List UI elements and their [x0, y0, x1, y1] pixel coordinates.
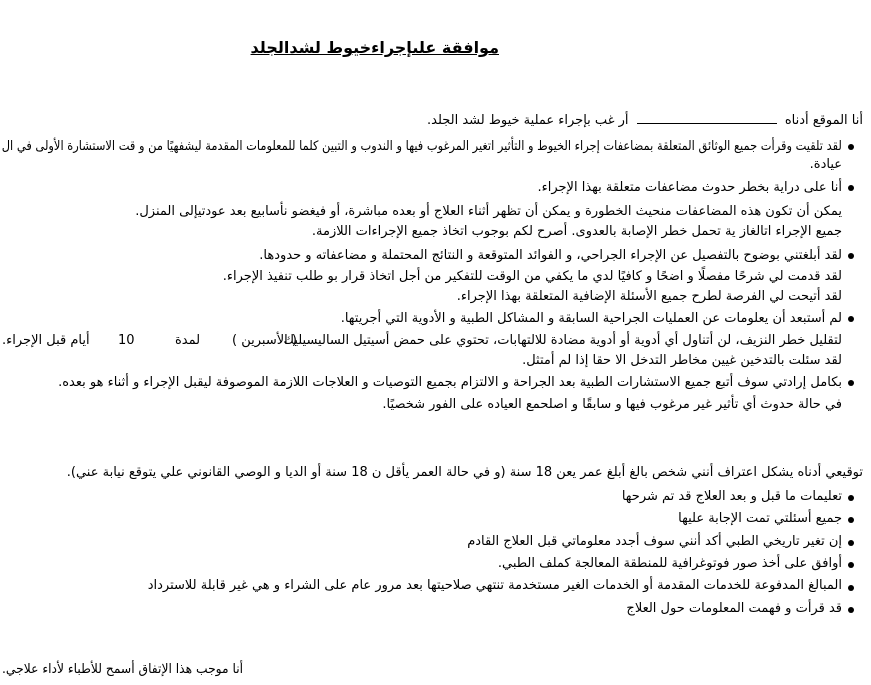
bullet: [848, 144, 854, 150]
checklist-item: إن تغير تاريخي الطبي أكد أنني سوف أجدد معلوماتي قبل العلاج القادم: [467, 534, 842, 549]
consent-intro-part2: أر غب بإجراء عملية خيوط لشد الجلد.: [426, 113, 629, 128]
bullet: [848, 540, 854, 546]
section-3-line-3: لقد أتيحت لي الفرصة لطرح جميع الأسئلة الإضافية المتعلقة بهذا الإجراء.: [456, 289, 842, 304]
checklist-item: قد قرأت و فهمت المعلومات حول العلاج: [626, 601, 842, 616]
section-2-line-3: جميع الإجراء اتالغاز ية تحمل خطر الإصابة بالعدوى. أصرح لكم بوجوب اتخاذ جميع الإجراءات اللازمة.: [311, 224, 842, 239]
name-blank-line[interactable]: [637, 123, 777, 124]
consent-intro: [427, 112, 863, 129]
checklist-item: أوافق على أخذ صور فوتوغرافية للمنطقة المعالجة كملف الطبي.: [497, 556, 842, 571]
document-title: موافقة علىإجراءخيوط لشدالجلد: [250, 38, 499, 57]
section-2-line-2: يمكن أن تكون هذه المضاعفات منحيث الخطورة و يمكن أن تظهر أثناء العلاج أو بعده مباشرة، أو فيغضو نأسابيع بعد عودتيإلى المنزل.: [135, 204, 842, 219]
bullet: [848, 585, 854, 591]
days-count: 10: [118, 333, 135, 348]
checklist-item: تعليمات ما قبل و بعد العلاج قد تم شرحها: [621, 489, 842, 504]
duration-label: لمدة: [175, 333, 201, 348]
bullet: [848, 253, 854, 259]
section-4-line-1: لم أستبعد أن يعلومات عن العمليات الجراحية السابقة و المشاكل الطبية و الأدوية التي أجريتها.: [340, 311, 842, 326]
section-4-line-2: لتقليل خطر النزيف، لن أتناول أي أدوية أو أدوية مضادة للالتهابات، تحتوي على حمض أسيتيل الساليسيليك: [283, 333, 842, 348]
bullet: [848, 607, 854, 613]
bullet: [848, 316, 854, 322]
section-5-line-2: في حالة حدوث أي تأثير غير مرغوب فيها و سابقًا و اصلحمع العياده على الفور شخصيًا.: [382, 397, 842, 412]
checklist-item: جميع أسئلتي تمت الإجابة عليها: [678, 511, 842, 526]
section-3-line-2: لقد قدمت لي شرحًا مفصلًا و اضحًا و كافيًا لدي ما يكفي من الوقت للتفكير من أجل اتخاذ قرار بو طلب تنفيذ الإجراء.: [222, 269, 842, 284]
bullet: [848, 380, 854, 386]
section-5-line-1: بكامل إرادتي سوف أتبع جميع الاستشارات الطبية بعد الجراحة و الالتزام بجميع التوصيات و العلاجات اللازمة الموصوفة ليقبل الإجراء و أثناء هو بعده.: [58, 375, 842, 390]
aspirin-label: ( الأسبرين ): [232, 333, 297, 348]
section-4-line-4: لقد سئلت بالتدخين غيين مخاطر التدخل الا حقا إذا لم أمتثل.: [522, 353, 842, 368]
closing-statement: أنا موجب هذا الإتفاق أسمح للأطباء لأداء علاجي.: [1, 662, 243, 677]
section-3-line-1: لقد أبلغتني بوضوح بالتفصيل عن الإجراء الجراحي، و الفوائد المتوقعة و النتائج المحتملة و مضاعفاته و حدودها.: [259, 248, 842, 263]
section-1-line-1: لقد تلقيت وقرأت جميع الوثائق المتعلقة بمضاعفات إجراء الخيوط و التأثير اتغير المرغوب فيها و الندوب و التبين كلما للمعلومات المقدمة ليشفهيًا من و قت الاستشارة الأولى في ال: [1, 139, 842, 154]
bullet: [848, 517, 854, 523]
bullet: [848, 562, 854, 568]
checklist-item: المبالغ المدفوعة للخدمات المقدمة أو الخدمات الغير مستخدمة تنتهي صلاحيتها بعد مرور عام على الشراء و هي غير قابلة للاسترداد: [147, 578, 842, 593]
bullet: [848, 495, 854, 501]
signature-intro: توقيعي أدناه يشكل اعتراف أنني شخص بالغ أبلغ عمر يعن 18 سنة (و في حالة العمر يأقل ن 18 سنة أو الديا و الوصي القانوني علي يتوقع نيابة عني).: [66, 465, 863, 480]
days-before-label: أيام قبل الإجراء.: [2, 333, 90, 348]
bullet: [848, 185, 854, 191]
section-1-line-2: عيادة.: [809, 157, 842, 172]
section-2-line-1: أنا على دراية بخطر حدوث مضاعفات متعلقة بهذا الإجراء.: [537, 180, 842, 195]
consent-intro-part1: أنا الموقع أدناه: [784, 113, 863, 128]
